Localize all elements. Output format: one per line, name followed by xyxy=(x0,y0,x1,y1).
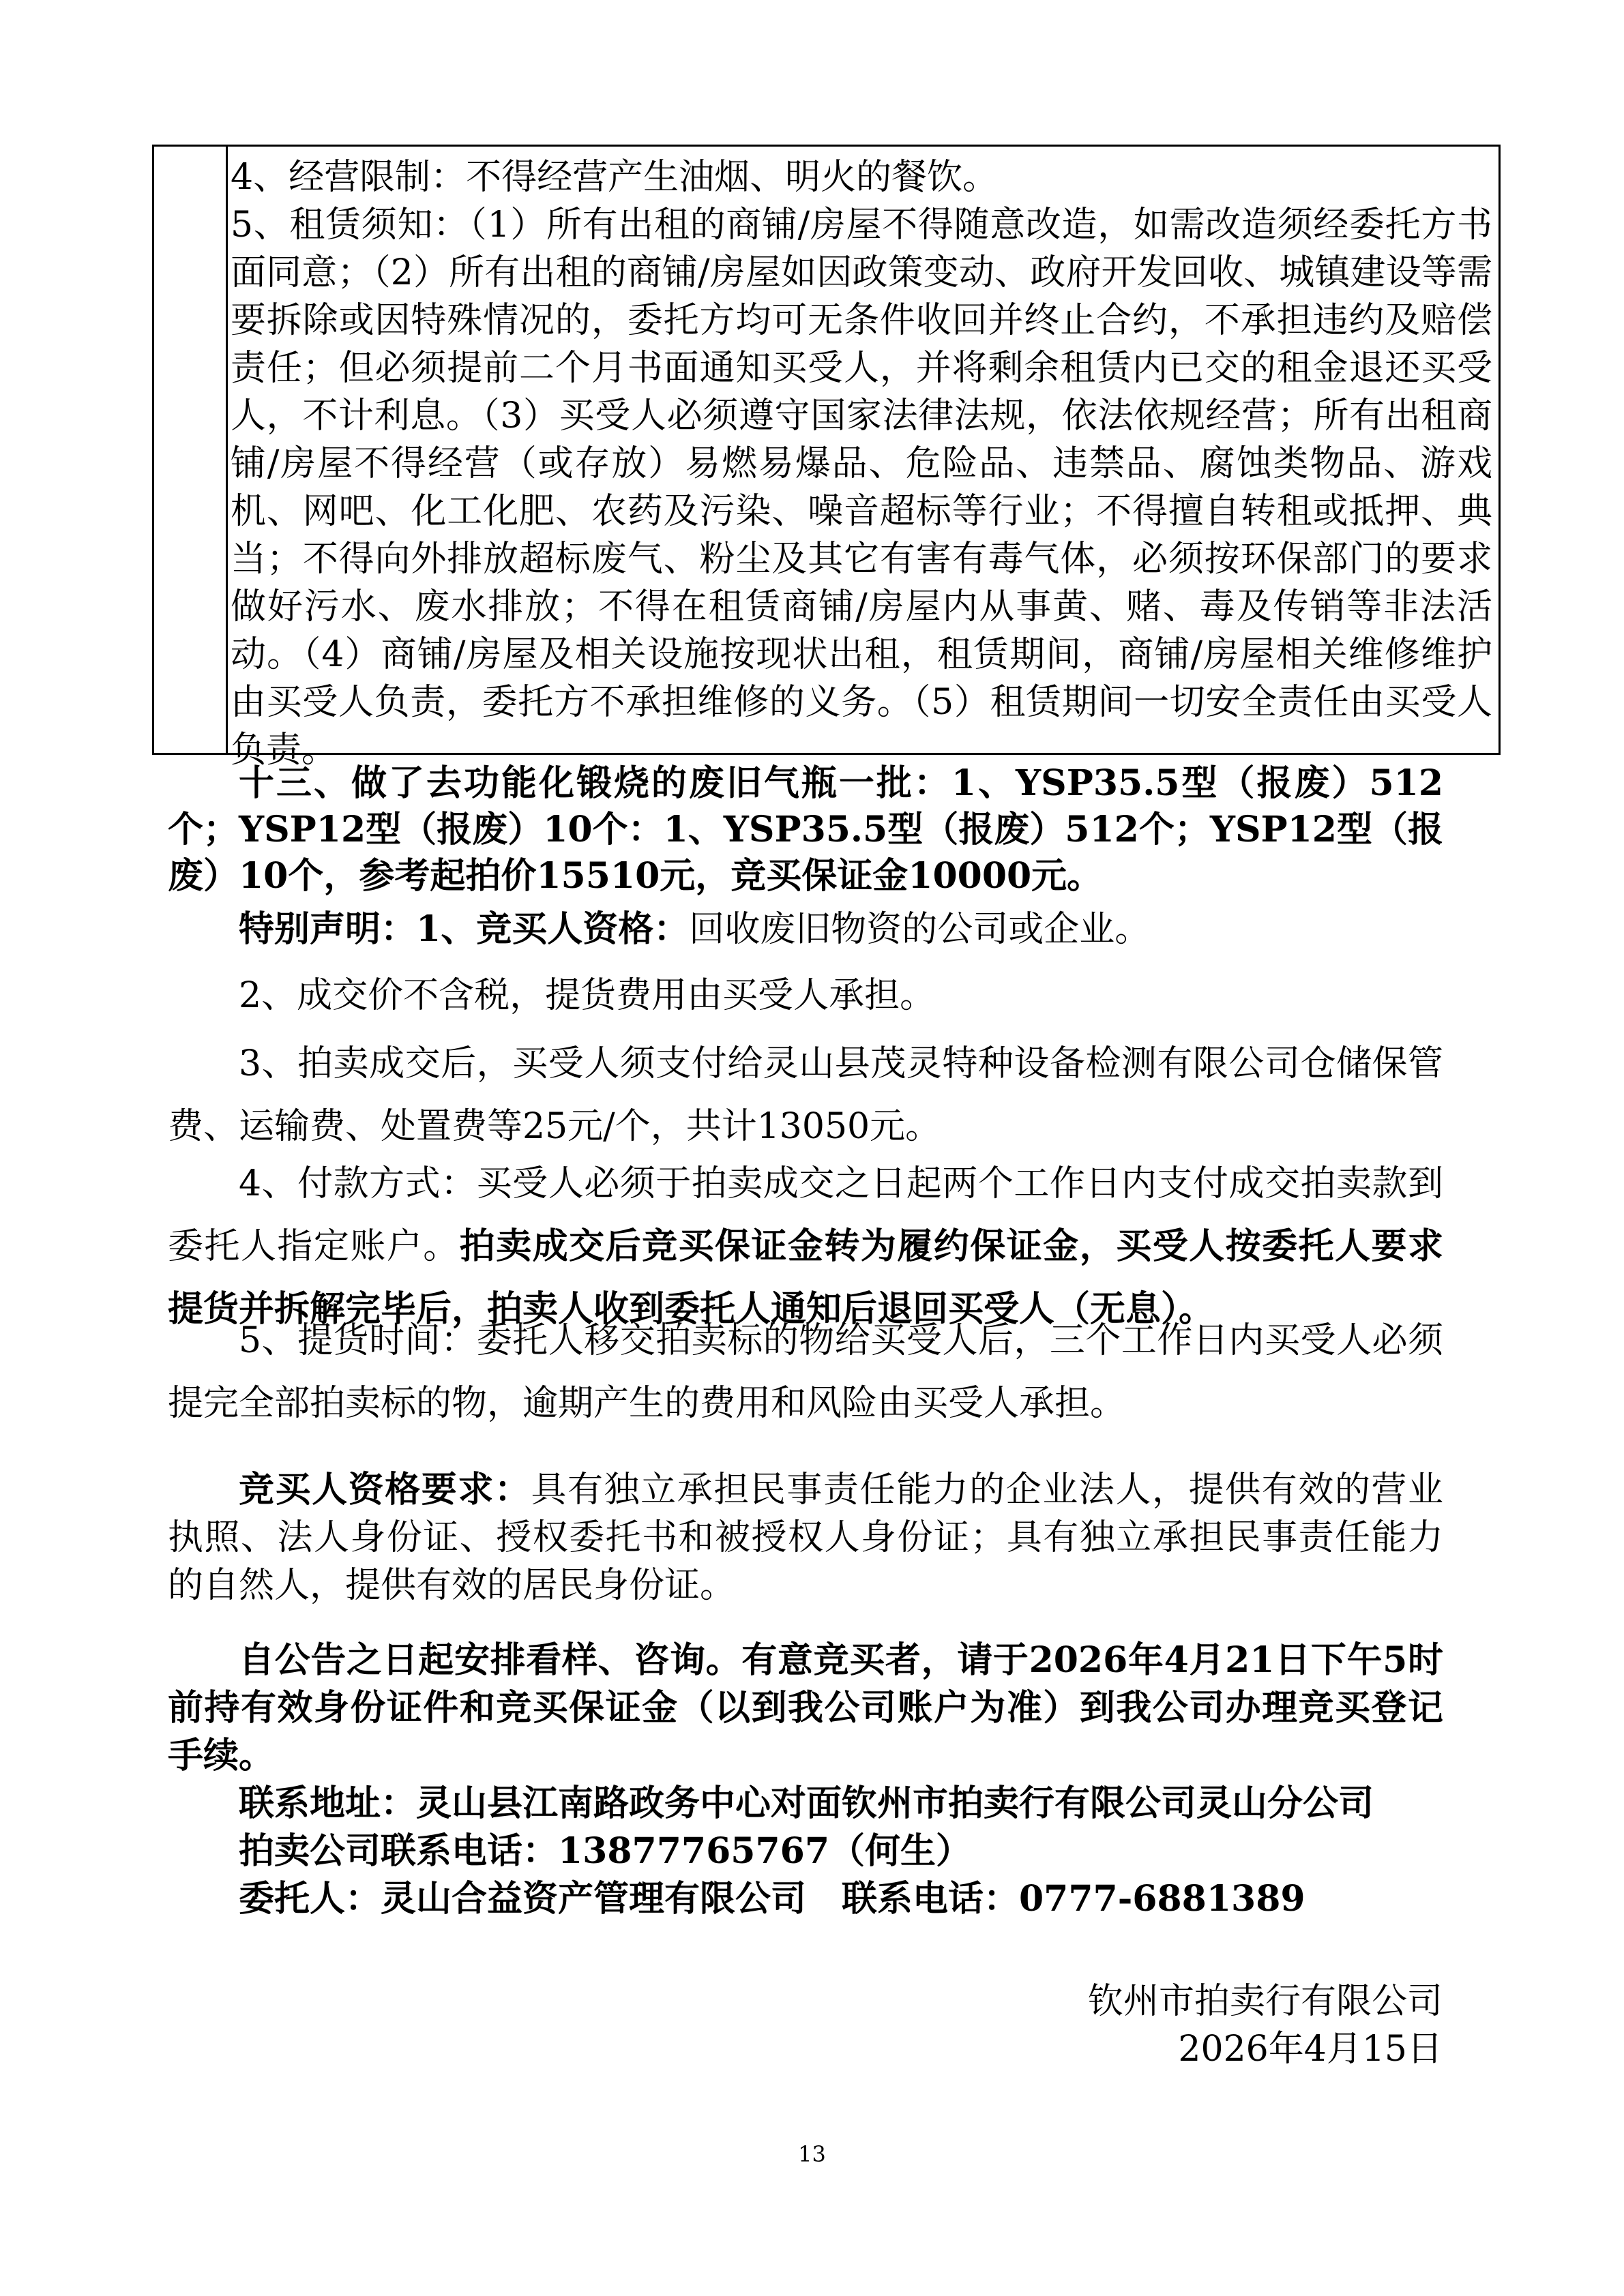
item1-text: 回收废旧物资的公司或企业。 xyxy=(689,909,1151,950)
qualification-label: 竞买人资格要求： xyxy=(239,1469,531,1510)
table-column-divider xyxy=(226,147,228,753)
special-declaration-item1 xyxy=(168,906,1443,953)
qualification-text: 具有独立承担民事责任能力的企业法人，提供有效的营业执照、法人身份证、授权委托书和被授权人身份证；具有独立承担民事责任能力的自然人，提供有效的居民身份证。 xyxy=(168,1470,1443,1606)
item-13-heading: 十三、做了去功能化锻烧的废旧气瓶一批：1、YSP35.5型（报废）512个；YSP12型（报废）10个：1、YSP35.5型（报废）512个；YSP12型（报废）10个，参考起拍价15510元，竞买保证金10000元。 xyxy=(168,762,1443,897)
restriction-text: 4、经营限制：不得经营产生油烟、明火的餐饮。 xyxy=(231,157,999,198)
qualification-paragraph xyxy=(168,1466,1443,1609)
item4-bold: 拍卖成交后竞买保证金转为履约保证金，买受人按委托人要求提货并拆解完毕后，拍卖人收到委托人通知后退回买受人（无息）。 xyxy=(168,1225,1443,1330)
consignor-contact: 委托人：灵山合益资产管理有限公司 联系电话：0777-6881389 xyxy=(239,1878,1305,1920)
special-item-2: 2、成交价不含税，提货费用由买受人承担。 xyxy=(239,975,936,1016)
contact-address: 联系地址：灵山县江南路政务中心对面钦州市拍卖行有限公司灵山分公司 xyxy=(239,1783,1374,1824)
signature-block xyxy=(1088,1978,1443,2073)
table-cell xyxy=(231,153,1492,774)
signature-date: 2026年4月15日 xyxy=(1178,2029,1443,2070)
signature-company: 钦州市拍卖行有限公司 xyxy=(1087,1981,1443,2022)
lease-notice-text: 5、租赁须知：（1）所有出租的商铺/房屋不得随意改造，如需改造须经委托方书面同意；（2）所有出租的商铺/房屋如因政策变动、政府开发回收、城镇建设等需要拆除或因特殊情况的，委托方均可无条件收回并终止合约，不承担违约及赔偿责任；但必须提前二个月书面通知买受人，并将剩余租赁内已交的租金退还买受人，不计利息。（3）买受人必须遵守国家法律法规，依法依规经营；所有出租商铺/房屋不得经营（或存放）易燃易爆品、危险品、违禁品、腐蚀类物品、游戏机、网吧、化工化肥、农药及污染、噪音超标等行业；不得擅自转租或抵押、典当；不得向外排放超标废气、粉尘及其它有害有毒气体，必须按环保部门的要求做好污水、废水排放；不得在租赁商铺/房屋内从事黄、赌、毒及传销等非法活动。（4）商铺/房屋及相关设施按现状出租，租赁期间，商铺/房屋相关维修维护由买受人负责，委托方不承担维修的义务。（5）租赁期间一切安全责任由买受人负责。 xyxy=(231,205,1492,771)
registration-paragraph: 自公告之日起安排看样、咨询。有意竞买者，请于2026年4月21日下午5时前持有效身份证件和竞买保证金（以到我公司账户为准）到我公司办理竞买登记手续。 xyxy=(168,1639,1443,1776)
special-item-5: 5、提货时间：委托人移交拍卖标的物给买受人后，三个工作日内买受人必须提完全部拍卖标的物，逾期产生的费用和风险由买受人承担。 xyxy=(168,1320,1443,1424)
lease-terms-table xyxy=(152,145,1501,771)
auction-phone: 拍卖公司联系电话：13877765767（何生） xyxy=(239,1830,971,1872)
item1-label: 1、竞买人资格： xyxy=(416,908,690,950)
special-declaration-label: 特别声明： xyxy=(239,908,417,950)
special-item-3: 3、拍卖成交后，买受人须支付给灵山县茂灵特种设备检测有限公司仓储保管费、运输费、处置费等25元/个，共计13050元。 xyxy=(168,1043,1443,1147)
page-number: 13 xyxy=(798,2141,826,2167)
item4-normal: 4、付款方式：买受人必须于拍卖成交之日起两个工作日内支付成交拍卖款到委托人指定账户。 xyxy=(168,1163,1443,1267)
